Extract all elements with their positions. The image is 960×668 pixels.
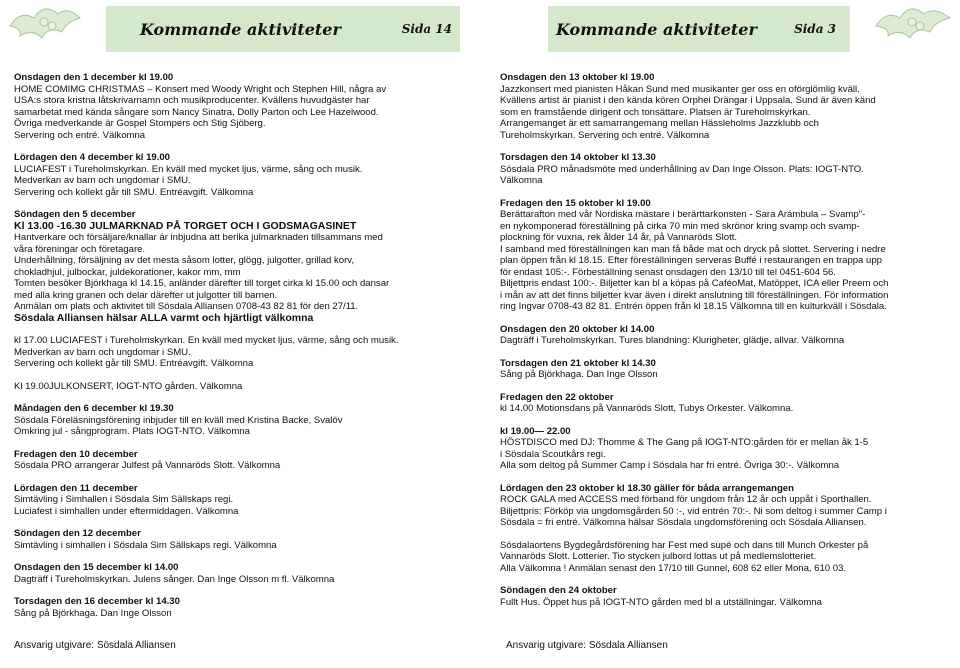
event-text-line: Simtävling i simhallen i Sösdala Sim Sällskaps regi. Välkomna: [14, 539, 277, 551]
event-text-line: Servering och kollekt går till SMU. Entréavgift. Välkomna: [14, 358, 254, 369]
event-entry: [500, 324, 946, 347]
header-title: Kommande aktiviteter: [140, 19, 341, 39]
event-text-line: ring Ingvar 0708-43 82 81. Entrén öppen från kl 18.15 Välkomna till en kulturkväll i Sösdala.: [500, 301, 887, 312]
event-text-line: LUCIAFEST i Tureholmskyrkan. En kväll med mycket ljus, värme, sång och musik.: [14, 163, 363, 175]
event-text-line: Luciafest i simhallen under eftermiddagen. Välkomna: [14, 505, 239, 517]
event-entry: [500, 72, 946, 141]
event-date-heading: Onsdagen den 13 oktober kl 19.00: [500, 72, 655, 83]
event-date-heading: Onsdagen den 20 oktober kl 14.00: [500, 323, 655, 335]
event-text-line: Alla som deltog på Summer Camp i Sösdala har fri entré. Övriga 30:-. Välkomna: [500, 460, 840, 471]
event-date-heading: Måndagen den 6 december kl 19.30: [14, 403, 174, 414]
event-entry: [500, 392, 946, 415]
event-text-line: Dagträff i Tureholmskyrkan. Julens sånger. Dan Inge Olsson m fl. Välkomna: [14, 573, 335, 585]
event-date-heading: Torsdagen den 14 oktober kl 13.30: [500, 152, 656, 163]
holly-decoration-icon: [870, 0, 956, 56]
event-text-line: plan öppen från kl 18.15. Efter föreställningen serveras Buffé i restaurangen en trappa upp: [500, 255, 882, 266]
event-text-line: I samband med föreställningen kan man få både mat och dryck på slottet. Servering i nedre: [500, 243, 886, 255]
page-number: Sida 3: [794, 22, 836, 36]
event-date-heading: Fredagen den 10 december: [14, 448, 138, 460]
event-entry: [500, 426, 946, 472]
event-entry: [500, 358, 946, 381]
event-entry: [14, 152, 466, 198]
left-column-events: [14, 72, 466, 630]
event-entry: [14, 562, 466, 585]
event-text-line: Dagträff i Tureholmskyrkan. Tures blandning: Klurigheter, glädje, allvar. Välkomna: [500, 335, 845, 346]
event-text-line: Övriga medverkande är Gospel Stompers och Stig Sjöberg.: [14, 118, 266, 129]
event-entry: [14, 72, 466, 141]
event-date-heading: Söndagen den 5 december: [14, 209, 136, 220]
event-text-line: Sösdala PRO arrangerar Julfest på Vannaröds Slott. Välkomna: [14, 460, 281, 471]
publisher-footer: Ansvarig utgivare: Sösdala Alliansen: [14, 640, 176, 651]
event-text-line: Sösdalaortens Bygdegårdsförening har Fest med supé och dans till Munch Orkester på: [500, 539, 869, 551]
header-banner-left: [106, 6, 460, 52]
event-text-line: Kvällens artist är pianist i den kända kören Orphei Drängar i Uppsala. Sund är även känd: [500, 95, 876, 106]
event-text-line: våra föreningar och företagare.: [14, 243, 146, 255]
event-text-line: Biljettpris: Förköp via ungdomsgården 50 :-, vid entrén 70:-. Ni som deltog i summer Camp i: [500, 505, 887, 517]
event-text-line: Kl 13.00 -16.30 JULMARKNAD PÅ TORGET OCH I GODSMAGASINET: [14, 219, 357, 232]
event-text-line: Arrangemanget är ett samarrangemang mellan Hässleholms Jazzklubb och: [500, 118, 819, 129]
event-text-line: plockning för vuxna, rek ålder 14 år, på Vannaröds Slott.: [500, 232, 738, 243]
event-text-line: Berättarafton med vår Nordiska mästare i berärttarkonsten - Sara Arámbula – Svamp"-: [500, 209, 866, 220]
event-entry: [14, 596, 466, 619]
event-date-heading: Lördagen den 4 december kl 19.00: [14, 152, 170, 163]
event-date-heading: Fredagen den 22 oktober: [500, 391, 614, 403]
event-text-line: HÖSTDISCO med DJ: Thomme & The Gang på IOGT-NTO:gården för er mellan åk 1-5: [500, 437, 869, 448]
event-text-line: Simtävling i Simhallen i Sösdala Sim Sällskaps regi.: [14, 494, 234, 505]
event-text-line: Underhållning, försäljning av det mesta såsom lotter, glögg, julgotter, grillad korv,: [14, 255, 354, 266]
event-date-heading: Torsdagen den 16 december kl 14.30: [14, 596, 180, 607]
event-text-line: kl 17.00 LUCIAFEST i Tureholmskyrkan. En kväll med mycket ljus, värme, sång och musik.: [14, 335, 399, 346]
event-entry: [14, 449, 466, 472]
event-date-heading: Lördagen den 11 december: [14, 482, 138, 494]
event-text-line: Servering och kollekt går till SMU. Entréavgift. Välkomna: [14, 186, 254, 198]
event-text-line: som en framstående dirigent och tonsättare. Platsen är Tureholmskyrkan.: [500, 106, 811, 118]
event-text-line: Omkring jul - sångprogram. Plats IOGT-NTO. Välkomna: [14, 426, 250, 437]
publisher-footer: Ansvarig utgivare: Sösdala Alliansen: [506, 640, 668, 651]
event-entry: [500, 483, 946, 529]
event-text-line: Servering och entré. Välkomna: [14, 129, 146, 141]
event-entry: [500, 198, 946, 313]
header-banner-right: [548, 6, 850, 52]
event-text-line: Fullt Hus. Öppet hus på IOGT-NTO gården med bl a utställningar. Välkomna: [500, 596, 822, 608]
page-number: Sida 14: [401, 22, 452, 36]
event-entry: [14, 335, 466, 370]
event-text-line: Sång på Björkhaga. Dan Inge Olsson: [500, 369, 658, 380]
event-date-heading: Onsdagen den 1 december kl 19.00: [14, 72, 174, 83]
event-text-line: Hantverkare och försäljare/knallar är inbjudna att berika julmarknaden tillsammans med: [14, 232, 383, 243]
event-entry: [14, 528, 466, 551]
event-text-line: Tureholmskyrkan. Servering och entré. Välkomna: [500, 129, 710, 141]
event-text-line: chokladhjul, julbockar, juldekorationer, kakor mm, mm: [14, 266, 241, 278]
event-date-heading: Lördagen den 23 oktober kl 18.30 gäller för båda arrangemangen: [500, 482, 794, 494]
event-text-line: Medverkan av barn och ungdomar i SMU.: [14, 175, 191, 186]
event-text-line: Kl 19.00JULKONSERT, IOGT-NTO gården. Välkomna: [14, 380, 243, 392]
event-text-line: Biljettpris endast 100:-. Biljetter kan bl a köpas på CaféoMat, Matöppet, ICA eller Preem och: [500, 278, 889, 289]
event-text-line: Medverkan av barn och ungdomar i SMU.: [14, 346, 191, 358]
event-entry: [14, 381, 466, 393]
event-entry: [14, 403, 466, 438]
event-date-heading: Torsdagen den 21 oktober kl 14.30: [500, 357, 656, 369]
event-entry: [500, 152, 946, 187]
event-text-line: Tomten besöker Björkhaga kl 14.15, anländer därefter till torget cirka kl 15.00 och dansar: [14, 278, 390, 289]
event-date-heading: Söndagen den 24 oktober: [500, 585, 617, 596]
event-text-line: Sång på Björkhaga. Dan Inge Olsson: [14, 607, 172, 619]
event-text-line: kl 14.00 Motionsdans på Vannaröds Slott, Tubys Orkester. Välkomna.: [500, 403, 794, 414]
event-text-line: HOME COMIMG CHRISTMAS – Konsert med Woody Wright och Stephen Hill, några av: [14, 83, 387, 95]
event-text-line: Alla Välkomna ! Anmälan senast den 17/10 till Gunnel, 608 62 eller Mona, 610 03.: [500, 562, 847, 574]
event-text-line: Sösdala Alliansen hälsar ALLA varmt och hjärtligt välkomna: [14, 311, 314, 324]
event-date-heading: Fredagen den 15 oktober kl 19.00: [500, 197, 651, 209]
event-text-line: Vannaröds Slott. Lotterier. Tio stycken julbord lottas ut på medlemslotteriet.: [500, 551, 817, 562]
event-text-line: i mån av att det finns biljetter kvar även i direkt anslutning till föreställningen. För information: [500, 289, 889, 301]
event-entry: [500, 585, 946, 608]
event-text-line: i Sösdala Scoutkårs regi.: [500, 448, 606, 460]
event-entry: [14, 209, 466, 324]
event-entry: [14, 483, 466, 518]
event-entry: [500, 540, 946, 575]
event-text-line: Anmälan om plats och aktivitet till Sösdala Alliansen 0708-43 82 81 för den 27/11.: [14, 301, 359, 312]
holly-decoration-icon: [6, 0, 92, 56]
event-text-line: samarbetat med kända sångare som Nancy Sinatra, Dolly Parton och Lee Hazelwood.: [14, 106, 379, 118]
event-text-line: USA:s stora kristna låtskrivarnamn och musikproducenter. Kvällens huvudgäster har: [14, 95, 370, 106]
event-date-heading: Söndagen den 12 december: [14, 528, 141, 539]
header-title: Kommande aktiviteter: [556, 19, 757, 39]
event-date-heading: kl 19.00— 22.00: [500, 425, 571, 437]
event-text-line: Sösdala PRO månadsmöte med underhållning av Dan Inge Olsson. Plats: IOGT-NTO.: [500, 163, 864, 175]
event-text-line: Sösdala = fri entré. Välkomna hälsar Sösdala ungdomsförening och Sösdala Alliansen.: [500, 517, 867, 528]
event-text-line: ROCK GALA med ACCESS med förband för ungdom från 12 år och uppåt i Sporthallen.: [500, 494, 872, 505]
event-text-line: för endast 105:-. Förbeställning senast onsdagen den 13/10 till tel 0451-604 56.: [500, 266, 836, 278]
right-column-events: [500, 72, 946, 619]
event-text-line: en nykomponerad föreställning på cirka 70 min med skrönor kring svamp och svamp-: [500, 220, 860, 232]
event-text-line: Jazzkonsert med pianisten Håkan Sund med musikanter ger oss en oförglömlig kväll.: [500, 83, 860, 95]
event-date-heading: Onsdagen den 15 december kl 14.00: [14, 562, 179, 573]
event-text-line: Välkomna: [500, 175, 543, 186]
event-text-line: Sösdala Föreläsningsförening inbjuder till en kväll med Kristina Backe, Svalöv: [14, 414, 343, 426]
event-text-line: med alla kring granen och delar därefter ut julgotter till barnen.: [14, 289, 278, 301]
